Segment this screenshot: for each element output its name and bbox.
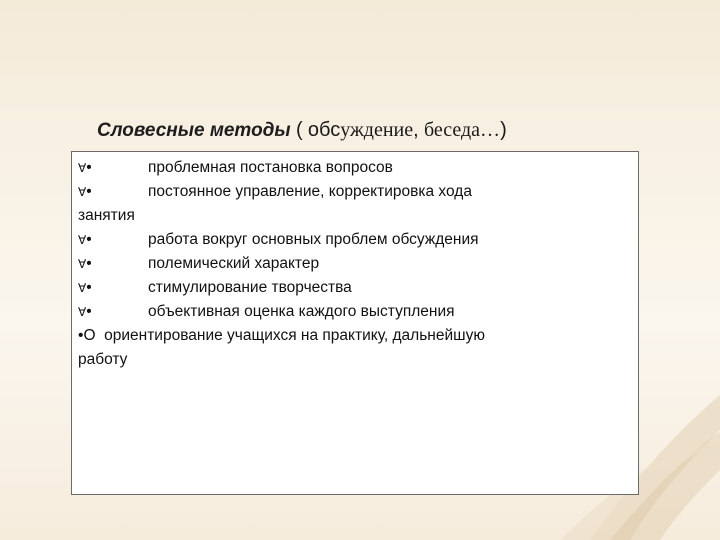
list-item	[78, 300, 634, 324]
forall-icon: ∀	[78, 257, 87, 271]
content-box	[71, 151, 639, 495]
bullet-icon: •	[86, 231, 92, 248]
forall-icon: ∀	[78, 281, 87, 295]
title-word-1b: уждение	[340, 119, 414, 141]
list-item-last	[78, 324, 634, 372]
title-word-2: беседа…	[423, 119, 501, 141]
list-item-text: работа вокруг основных проблем обсуждения	[148, 231, 479, 248]
list-item	[78, 156, 634, 180]
list-marker	[78, 228, 148, 252]
bullet-icon: •	[86, 183, 92, 200]
bullet-icon: •	[86, 255, 92, 272]
forall-icon: ∀	[78, 233, 87, 247]
forall-icon: ∀	[78, 161, 87, 175]
title-open-paren: (	[295, 119, 303, 141]
list-item-text: проблемная постановка вопросов	[148, 159, 393, 176]
list-item-text: ориентирование учащихся на практику, дальнейшую	[104, 327, 485, 344]
bullet-icon: •	[86, 279, 92, 296]
title-close-paren: )	[500, 119, 507, 141]
list-item-continuation: занятия	[78, 207, 135, 224]
list-item-text: объективная оценка каждого выступления	[148, 303, 455, 320]
list-item-text: стимулирование творчества	[148, 279, 352, 296]
list-item-text: полемический характер	[148, 255, 320, 272]
method-list	[78, 156, 634, 372]
slide-title	[97, 114, 657, 146]
bullet-icon: •	[86, 303, 92, 320]
list-item	[78, 180, 634, 228]
list-item	[78, 276, 634, 300]
list-marker	[78, 180, 148, 204]
list-marker	[78, 252, 148, 276]
title-word-1a: обс	[307, 119, 341, 141]
list-item	[78, 228, 634, 252]
list-letter: O	[83, 327, 96, 344]
bullet-icon: •	[86, 159, 92, 176]
title-main: Словесные методы	[97, 120, 291, 141]
list-item	[78, 252, 634, 276]
bullet-icon: •	[78, 327, 84, 344]
forall-icon: ∀	[78, 185, 87, 199]
forall-icon: ∀	[78, 305, 87, 319]
title-comma: ,	[413, 119, 419, 141]
list-marker	[78, 300, 148, 324]
list-item-continuation: работу	[78, 351, 128, 368]
list-item-text: постоянное управление, корректировка хода	[148, 183, 472, 200]
list-marker	[78, 276, 148, 300]
list-marker	[78, 156, 148, 180]
